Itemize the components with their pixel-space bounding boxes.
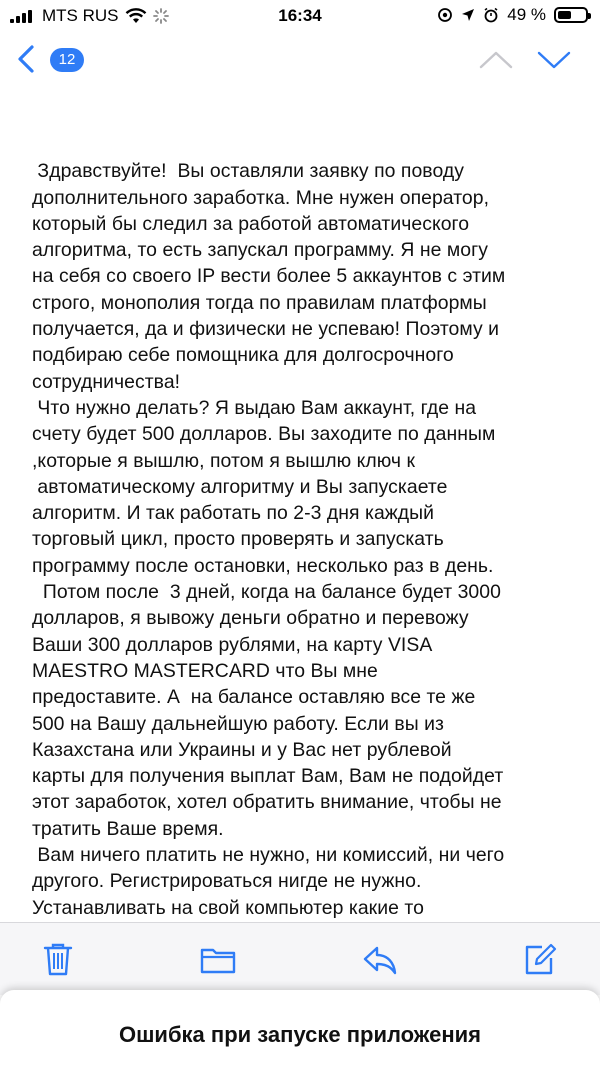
previous-message-chevron-icon[interactable] xyxy=(478,46,514,74)
mail-nav-bar xyxy=(0,34,600,88)
trash-button[interactable] xyxy=(38,939,78,979)
text-line: строго, монополия тогда по правилам платформы xyxy=(32,291,487,314)
alarm-icon xyxy=(483,7,499,23)
carrier-name: MTS RUS xyxy=(42,6,119,25)
text-line: 500 на Вашу дальнейшую работу. Если вы из xyxy=(32,712,444,735)
unread-count-badge[interactable]: 12 xyxy=(50,48,84,72)
text-line: сотрудничества! xyxy=(32,370,181,393)
location-icon xyxy=(461,8,475,22)
text-line: автоматическому алгоритму и Вы запускаете xyxy=(32,475,448,498)
next-message-chevron-icon[interactable] xyxy=(536,46,572,74)
text-line: Здравствуйте! Вы оставляли заявку по поводу xyxy=(32,160,464,183)
text-line: алгоритма, то есть запускал программу. Я не могу xyxy=(32,239,489,262)
text-line: Ваши 300 долларов рублями, на карту VISA xyxy=(32,633,433,656)
text-line: получается, да и физически не успеваю! Поэтому и xyxy=(32,318,500,341)
battery-percent: 49 % xyxy=(507,5,546,24)
text-line: предоставите. А на балансе оставляю все те же xyxy=(32,686,476,709)
text-line: алгоритм. И так работать по 2-3 дня каждый xyxy=(32,502,435,525)
text-line: на себя со своего IP вести более 5 аккаунтов с этим xyxy=(32,265,506,288)
text-line: ,которые я вышлю, потом я вышлю ключ к xyxy=(32,449,416,472)
text-line: этот заработок, хотел обратить внимание, чтобы не xyxy=(32,791,502,814)
screen-lock-icon xyxy=(437,7,453,23)
message-body[interactable] xyxy=(32,132,582,922)
text-line: счету будет 500 долларов. Вы заходите по данным xyxy=(32,423,496,446)
folder-icon xyxy=(198,939,238,979)
text-line: карты для получения выплат Вам, Вам не подойдет xyxy=(32,765,504,788)
text-line: долларов, я вывожу деньги обратно и перевожу xyxy=(32,607,469,630)
compose-button[interactable] xyxy=(520,939,560,979)
text-line: подбираю себе помощника для долгосрочного xyxy=(32,344,454,367)
message-text xyxy=(32,132,582,922)
text-line: Что нужно делать? Я выдаю Вам аккаунт, где на xyxy=(32,396,477,419)
status-right xyxy=(437,5,588,25)
text-line: Вам ничего платить не нужно, ни комиссий, ни чего xyxy=(32,844,505,867)
trash-icon xyxy=(38,939,78,979)
reply-icon xyxy=(360,939,400,979)
reply-button[interactable] xyxy=(360,939,400,979)
text-line: MAESTRO MASTERCARD что Вы мне xyxy=(32,659,378,682)
clock: 16:34 xyxy=(278,6,322,25)
text-line: Устанавливать на свой компьютер какие то xyxy=(32,896,424,919)
move-to-folder-button[interactable] xyxy=(198,939,238,979)
back-chevron-icon[interactable] xyxy=(14,44,38,74)
battery-fill xyxy=(558,11,571,19)
status-bar xyxy=(0,0,600,34)
text-line: Казахстана или Украины и у Вас нет рублевой xyxy=(32,738,452,761)
text-line: торговый цикл, просто проверять и запускать xyxy=(32,528,444,551)
battery-icon xyxy=(554,7,588,23)
error-sheet xyxy=(0,990,600,1066)
text-line: дополнительного заработка. Мне нужен оператор, xyxy=(32,186,490,209)
text-line: программу после остановки, несколько раз в день. xyxy=(32,554,494,577)
text-line: Потом после 3 дней, когда на балансе будет 3000 xyxy=(32,581,501,604)
text-line: который бы следил за работой автоматического xyxy=(32,212,470,235)
compose-icon xyxy=(520,939,560,979)
error-sheet-title: Ошибка при запуске приложения xyxy=(118,1022,481,1047)
text-line: тратить Ваше время. xyxy=(32,817,224,840)
text-line: другого. Регистрироваться нигде не нужно. xyxy=(32,870,422,893)
mail-toolbar xyxy=(0,922,600,995)
